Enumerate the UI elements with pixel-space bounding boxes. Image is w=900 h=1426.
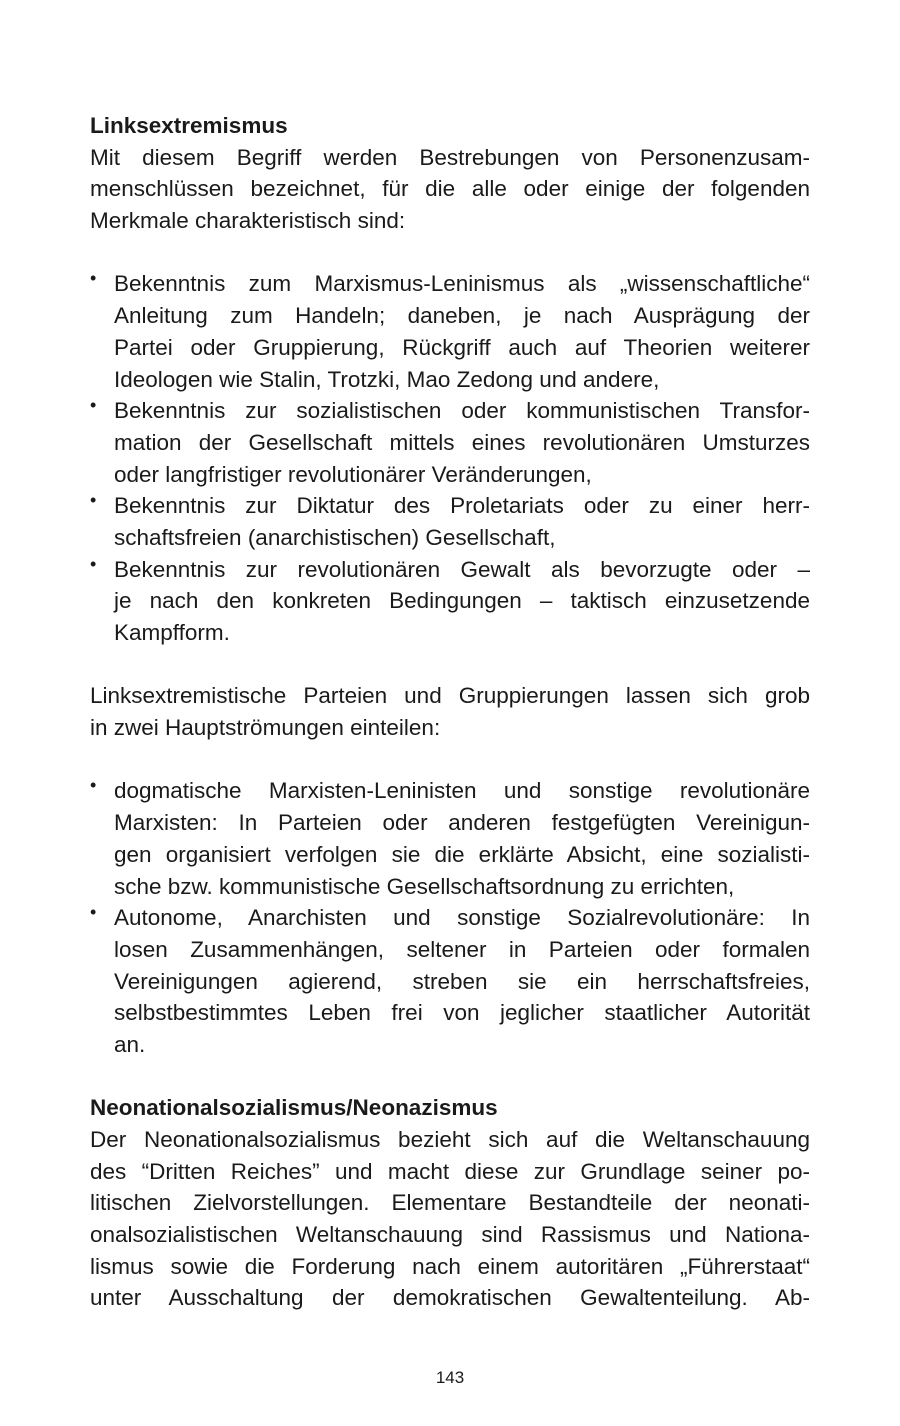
text-line: Der Neonationalsozialismus bezieht sich auf die Weltanschauung	[90, 1127, 810, 1152]
bullet-icon: •	[90, 902, 97, 923]
page-body	[90, 110, 810, 1314]
text-line: Partei oder Gruppierung, Rückgriff auch auf Theorien weiterer	[114, 334, 810, 360]
text-line: onalsozialistischen Weltanschauung sind Rassismus und Nationa-	[90, 1222, 810, 1248]
text-line: litischen Zielvorstellungen. Elementare Bestandteile der neonati-	[90, 1190, 810, 1216]
bullet-icon: •	[90, 395, 97, 416]
spacer	[90, 649, 810, 681]
page-number: 143	[435, 1368, 465, 1387]
text-line: je nach den konkreten Bedingungen – taktisch einzusetzende	[114, 588, 810, 614]
bullet-item	[90, 775, 810, 902]
text-line: sche bzw. kommunistische Gesellschaftsordnung zu errichten,	[114, 873, 735, 899]
text-line: Merkmale charakteristisch sind:	[90, 208, 406, 234]
spacer	[90, 1061, 810, 1093]
text-line: Bekenntnis zur Diktatur des Proletariats oder zu einer herr-	[114, 493, 810, 519]
bullet-item	[90, 395, 810, 490]
text-line: lismus sowie die Forderung nach einem autoritären „Führerstaat“	[90, 1253, 810, 1279]
text-line: gen organisiert verfolgen sie die erklärte Absicht, eine sozialisti-	[114, 841, 810, 867]
bullet-icon: •	[90, 553, 97, 574]
text-line: selbstbestimmtes Leben frei von jeglicher staatlicher Autorität	[114, 1000, 810, 1026]
text-line: des “Dritten Reiches” und macht diese zur Grundlage seiner po-	[90, 1158, 810, 1184]
bullet-item	[90, 490, 810, 553]
text-line: Bekenntnis zum Marxismus-Leninismus als „wissenschaftliche“	[114, 271, 810, 297]
spacer	[90, 237, 810, 269]
text-line: in zwei Hauptströmungen einteilen:	[90, 715, 441, 741]
bullet-item	[90, 554, 810, 649]
bullet-icon: •	[90, 268, 97, 289]
bullet-item	[90, 902, 810, 1060]
section-heading: Neonationalsozialismus/Neonazismus	[90, 1095, 498, 1121]
text-line: Anleitung zum Handeln; daneben, je nach Ausprägung der	[114, 303, 810, 329]
text-line: Kampfform.	[114, 620, 230, 645]
text-line: Marxisten: In Parteien oder anderen festgefügten Vereinigun-	[114, 810, 810, 836]
text-line: Ideologen wie Stalin, Trotzki, Mao Zedong und andere,	[114, 366, 660, 392]
text-line: Mit diesem Begriff werden Bestrebungen von Personenzusam-	[90, 144, 810, 170]
text-line: an.	[114, 1031, 146, 1057]
bullet-icon: •	[90, 775, 97, 796]
text-line: dogmatische Marxisten-Leninisten und sonstige revolutionäre	[114, 778, 810, 804]
text-line: unter Ausschaltung der demokratischen Gewaltenteilung. Ab-	[90, 1285, 810, 1311]
text-line: mation der Gesellschaft mittels eines revolutionären Umsturzes	[114, 429, 810, 455]
text-line: Linksextremistische Parteien und Gruppierungen lassen sich grob	[90, 683, 810, 709]
text-line: Autonome, Anarchisten und sonstige Sozialrevolutionäre: In	[114, 905, 810, 931]
text-line: Bekenntnis zur revolutionären Gewalt als bevorzugte oder –	[114, 556, 810, 582]
bullet-icon: •	[90, 490, 97, 511]
text-line: schaftsfreien (anarchistischen) Gesellschaft,	[114, 524, 556, 550]
text-line: Vereinigungen agierend, streben sie ein herrschaftsfreies,	[114, 968, 810, 994]
bullet-item	[90, 268, 810, 395]
text-line: Bekenntnis zur sozialistischen oder kommunistischen Transfor-	[114, 398, 810, 424]
section-heading: Linksextremismus	[90, 113, 288, 138]
text-line: losen Zusammenhängen, seltener in Parteien oder formalen	[114, 936, 810, 962]
text-line: menschlüssen bezeichnet, für die alle oder einige der folgenden	[90, 176, 810, 202]
text-line: oder langfristiger revolutionärer Veränderungen,	[114, 461, 592, 487]
spacer	[90, 744, 810, 776]
